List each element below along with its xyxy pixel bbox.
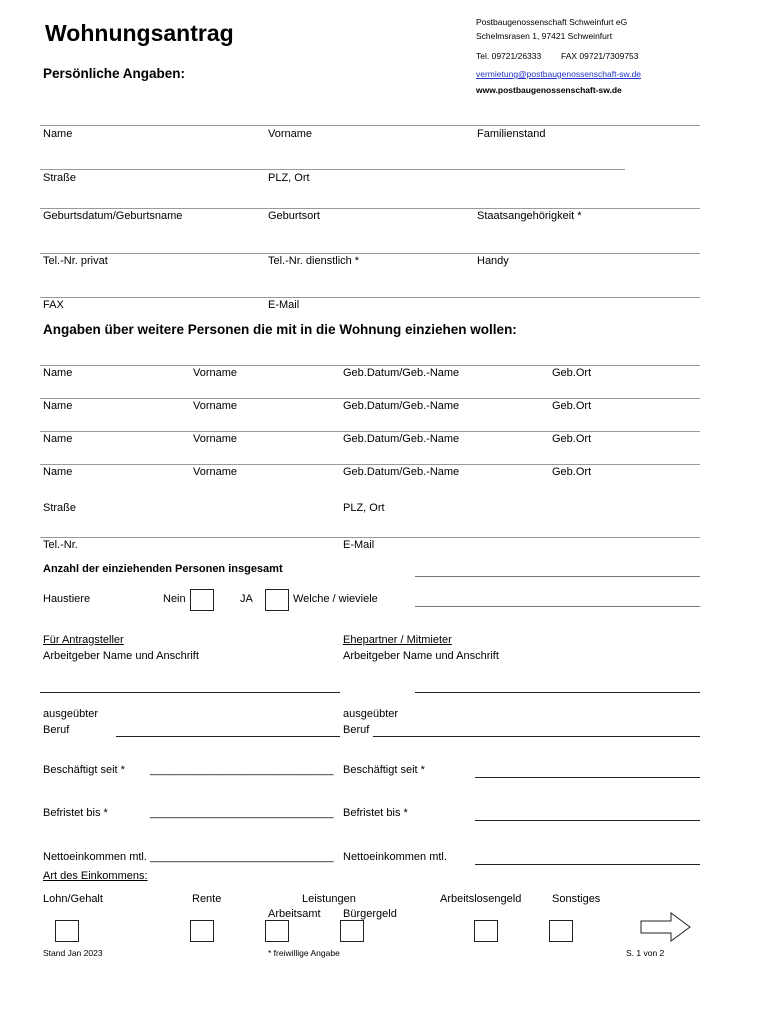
label-befristet-right: Befristet bis *	[343, 807, 408, 819]
org-fax: FAX 09721/7309753	[561, 51, 639, 61]
person-name-label: Name	[43, 466, 73, 478]
label-handy: Handy	[477, 255, 509, 267]
label-tel-dienstlich: Tel.-Nr. dienstlich *	[268, 255, 360, 267]
label-befristet-left: Befristet bis *	[43, 807, 108, 819]
netto-right-field[interactable]	[475, 864, 700, 865]
label-arbeitgeber-left: Arbeitgeber Name und Anschrift	[43, 650, 199, 662]
arbeitsamt-checkbox[interactable]	[265, 920, 289, 942]
footer-stand: Stand Jan 2023	[43, 948, 103, 958]
label-netto-right: Nettoeinkommen mtl.	[343, 851, 447, 863]
beruf-left-field[interactable]	[116, 736, 340, 737]
label-leistungen: Leistungen	[302, 893, 356, 905]
rente-checkbox[interactable]	[190, 920, 214, 942]
page-number: S. 1 von 2	[626, 948, 665, 958]
person-vorname-label: Vorname	[193, 466, 238, 478]
label-email: E-Mail	[268, 299, 300, 311]
footer-note: * freiwillige Angabe	[268, 948, 340, 958]
label-beruf-right: Beruf	[343, 724, 370, 736]
divider	[40, 398, 700, 399]
person-ort-label: Geb.Ort	[552, 466, 592, 478]
arbeitslosengeld-checkbox[interactable]	[474, 920, 498, 942]
person-geb-label: Geb.Datum/Geb.-Name	[343, 466, 460, 478]
label-ehepartner: Ehepartner / Mitmieter	[343, 634, 452, 646]
divider	[40, 464, 700, 465]
person-vorname-label: Vorname	[193, 433, 238, 445]
anzahl-personen-field[interactable]	[415, 576, 700, 577]
divider	[40, 125, 700, 126]
person-vorname-label: Vorname	[193, 400, 238, 412]
org-tel: Tel. 09721/26333	[476, 51, 542, 61]
label-ausgeuebter-right: ausgeübter	[343, 708, 399, 720]
divider	[40, 297, 700, 298]
label-welche: Welche / wieviele	[293, 593, 378, 605]
person-geb-label: Geb.Datum/Geb.-Name	[343, 400, 460, 412]
divider	[40, 208, 700, 209]
label-arbeitslosengeld: Arbeitslosengeld	[440, 893, 522, 905]
label-tel-persons: Tel.-Nr.	[43, 539, 78, 551]
befristet-left-field[interactable]: ______________________________	[150, 807, 334, 819]
label-strasse: Straße	[43, 172, 77, 184]
label-fuer-antragsteller: Für Antragsteller	[43, 634, 124, 646]
label-plz-ort-persons: PLZ, Ort	[343, 502, 385, 514]
label-strasse-persons: Straße	[43, 502, 77, 514]
divider	[40, 365, 700, 366]
label-familienstand: Familienstand	[477, 128, 546, 140]
label-email-persons: E-Mail	[343, 539, 375, 551]
org-website: www.postbaugenossenschaft-sw.de	[476, 85, 622, 95]
beschaeftigt-right-field[interactable]	[475, 777, 700, 778]
arrow-right-icon[interactable]	[640, 912, 692, 942]
person-name-label: Name	[43, 400, 73, 412]
beschaeftigt-left-field[interactable]: ______________________________	[150, 764, 334, 776]
persons-heading: Angaben über weitere Personen die mit in die Wohnung einziehen wollen:	[43, 322, 517, 337]
haustiere-nein-checkbox[interactable]	[190, 589, 214, 611]
label-rente: Rente	[192, 893, 222, 905]
person-name-label: Name	[43, 433, 73, 445]
label-haustiere: Haustiere	[43, 593, 91, 605]
person-ort-label: Geb.Ort	[552, 433, 592, 445]
label-ja: JA	[240, 593, 253, 605]
person-ort-label: Geb.Ort	[552, 400, 592, 412]
label-beruf-left: Beruf	[43, 724, 70, 736]
label-art-einkommens: Art des Einkommens:	[43, 870, 148, 882]
arbeitgeber-right-field[interactable]	[415, 692, 700, 693]
label-geburtsdatum: Geburtsdatum/Geburtsname	[43, 210, 183, 222]
buergergeld-checkbox[interactable]	[340, 920, 364, 942]
label-sonstiges: Sonstiges	[552, 893, 601, 905]
label-fax: FAX	[43, 299, 64, 311]
lohn-checkbox[interactable]	[55, 920, 79, 942]
label-plz-ort: PLZ, Ort	[268, 172, 310, 184]
arbeitgeber-left-field[interactable]	[40, 692, 340, 693]
label-lohn: Lohn/Gehalt	[43, 893, 103, 905]
label-arbeitsamt: Arbeitsamt	[268, 908, 321, 920]
page-title: Wohnungsantrag	[45, 20, 234, 46]
label-buergergeld: Bürgergeld	[343, 908, 397, 920]
person-name-label: Name	[43, 367, 73, 379]
label-vorname: Vorname	[268, 128, 313, 140]
person-vorname-label: Vorname	[193, 367, 238, 379]
person-geb-label: Geb.Datum/Geb.-Name	[343, 367, 460, 379]
label-staatsangehoerigkeit: Staatsangehörigkeit *	[477, 210, 582, 222]
divider	[40, 253, 700, 254]
label-anzahl-personen: Anzahl der einziehenden Personen insgesamt	[43, 563, 283, 575]
divider	[40, 537, 700, 538]
label-tel-privat: Tel.-Nr. privat	[43, 255, 108, 267]
personal-heading: Persönliche Angaben:	[43, 66, 186, 81]
org-email-link[interactable]: vermietung@postbaugenossenschaft-sw.de	[476, 69, 642, 79]
label-nein: Nein	[163, 593, 186, 605]
befristet-right-field[interactable]	[475, 820, 700, 821]
haustiere-welche-field[interactable]	[415, 606, 700, 607]
beruf-right-field[interactable]	[373, 736, 700, 737]
person-ort-label: Geb.Ort	[552, 367, 592, 379]
label-ausgeuebter-left: ausgeübter	[43, 708, 99, 720]
person-geb-label: Geb.Datum/Geb.-Name	[343, 433, 460, 445]
haustiere-ja-checkbox[interactable]	[265, 589, 289, 611]
label-geburtsort: Geburtsort	[268, 210, 320, 222]
divider	[40, 431, 700, 432]
org-name: Postbaugenossenschaft Schweinfurt eG	[476, 17, 628, 27]
divider	[40, 169, 625, 170]
label-name: Name	[43, 128, 73, 140]
label-beschaeftigt-left: Beschäftigt seit *	[43, 764, 125, 776]
netto-left-field[interactable]: Nettoeinkommen mtl. ______________________________	[43, 851, 334, 863]
sonstiges-checkbox[interactable]	[549, 920, 573, 942]
label-arbeitgeber-right: Arbeitgeber Name und Anschrift	[343, 650, 499, 662]
org-address: Schelmsrasen 1, 97421 Schweinfurt	[476, 31, 613, 41]
label-beschaeftigt-right: Beschäftigt seit *	[343, 764, 425, 776]
